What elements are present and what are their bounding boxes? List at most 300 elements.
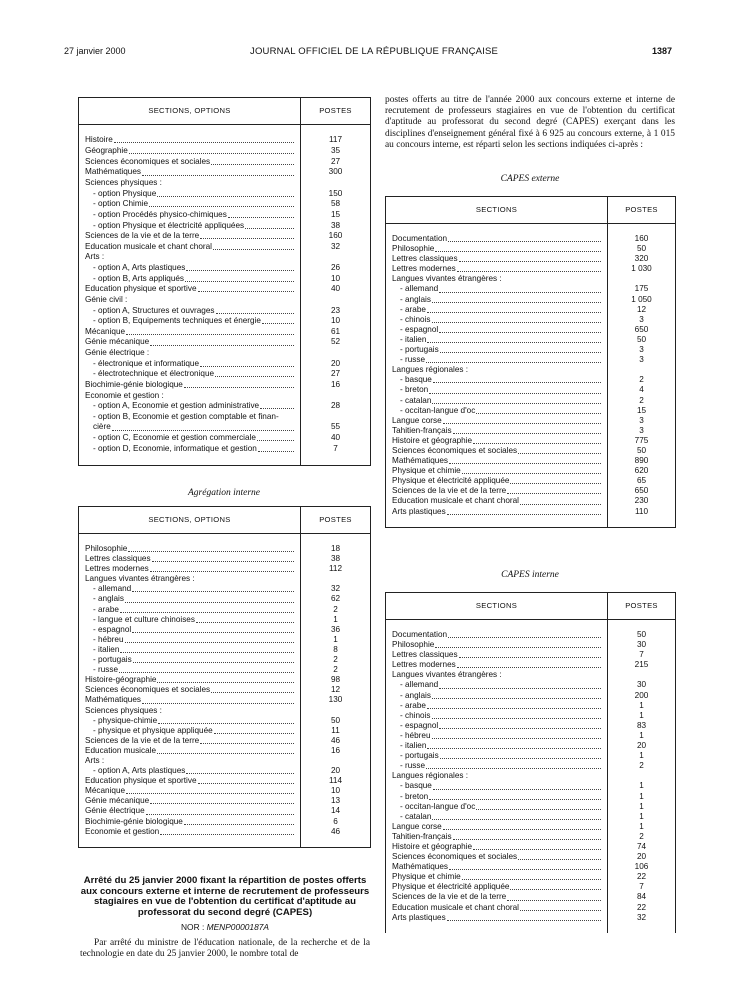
section-cell <box>386 721 608 731</box>
leader-dots <box>447 514 601 515</box>
postes-cell <box>301 391 371 402</box>
section-label: Economie et gestion <box>85 826 160 836</box>
section-cell <box>386 731 608 741</box>
postes-cell: 55 <box>301 422 371 433</box>
section-label: Sciences de la vie et de la terre <box>85 735 200 745</box>
section-label: Langues régionales : <box>392 365 469 375</box>
postes-cell: 27 <box>301 157 371 168</box>
section-label: - breton <box>400 385 429 395</box>
postes-cell: 46 <box>301 736 371 746</box>
postes-cell: 650 <box>608 325 676 335</box>
section-label: Génie civil : <box>85 294 128 304</box>
capes-interne-table <box>385 592 676 933</box>
table-row <box>79 796 371 806</box>
section-label: Mathématiques <box>392 456 448 466</box>
leader-dots <box>459 261 601 262</box>
section-cell <box>386 486 608 496</box>
section-cell <box>386 355 608 365</box>
section-cell <box>386 872 608 882</box>
section-label: - option Chimie <box>93 199 149 209</box>
section-label: - espagnol <box>400 324 439 334</box>
section-label: Tahitien-français <box>392 831 452 841</box>
section-label: Documentation <box>392 630 448 639</box>
section-cell <box>79 655 301 665</box>
table-row <box>386 385 676 395</box>
table-row <box>386 274 676 284</box>
section-cell <box>79 695 301 705</box>
table-row <box>386 892 676 902</box>
postes-cell: 6 <box>301 817 371 827</box>
section-label: Sciences économiques et sociales <box>392 445 518 455</box>
table-row <box>386 284 676 294</box>
postes-cell: 106 <box>608 862 676 872</box>
section-label: Education musicale et chant choral <box>392 902 519 912</box>
leader-dots <box>262 323 294 324</box>
table-row <box>386 224 676 245</box>
table-row <box>386 903 676 913</box>
section-label: - anglais <box>400 294 431 304</box>
table-row <box>386 913 676 933</box>
section-label: Mécanique <box>85 786 126 796</box>
table-row <box>79 695 371 705</box>
table-row <box>79 348 371 359</box>
postes-cell: 1 <box>608 751 676 761</box>
table-row <box>79 625 371 635</box>
postes-cell: 320 <box>608 254 676 264</box>
section-cell <box>386 274 608 284</box>
section-label: - catalan <box>400 395 432 405</box>
section-cell <box>79 391 301 402</box>
section-cell <box>79 584 301 594</box>
postes-cell: 26 <box>301 263 371 274</box>
section-cell <box>386 862 608 872</box>
table-row <box>79 412 371 423</box>
table-row <box>386 842 676 852</box>
section-cell <box>386 792 608 802</box>
section-cell <box>386 852 608 862</box>
postes-cell: 74 <box>608 842 676 852</box>
postes-cell: 28 <box>301 401 371 412</box>
leader-dots <box>476 809 601 810</box>
table-row <box>386 365 676 375</box>
postes-cell: 1 <box>608 812 676 822</box>
table-row <box>79 655 371 665</box>
postes-cell: 14 <box>301 806 371 816</box>
section-label: Histoire et géographie <box>392 841 473 851</box>
agregation-interne-table <box>78 506 371 848</box>
leader-dots <box>520 910 601 911</box>
section-cell <box>386 761 608 771</box>
table-row <box>79 125 371 147</box>
postes-cell: 215 <box>608 660 676 670</box>
postes-cell: 3 <box>608 416 676 426</box>
leader-dots <box>518 859 601 860</box>
section-label: Génie électrique <box>85 806 145 816</box>
section-label: - hébreu <box>93 634 124 644</box>
leader-dots <box>443 829 601 830</box>
table-row <box>386 640 676 650</box>
postes-cell: 10 <box>301 786 371 796</box>
section-label: Sciences économiques et sociales <box>85 156 211 166</box>
table-row <box>79 284 371 295</box>
section-label: cière <box>93 422 111 432</box>
table-row <box>79 199 371 210</box>
table-row <box>79 210 371 221</box>
section-cell <box>79 146 301 157</box>
leader-dots <box>152 561 294 562</box>
postes-cell <box>301 178 371 189</box>
table-row <box>386 670 676 680</box>
section-cell <box>386 305 608 315</box>
section-label: Education musicale et chant choral <box>392 496 519 506</box>
leader-dots <box>150 345 294 346</box>
postes-cell: 23 <box>301 306 371 317</box>
table-row <box>386 882 676 892</box>
table-row <box>386 466 676 476</box>
leader-dots <box>258 451 294 452</box>
leader-dots <box>184 824 294 825</box>
section-label: - espagnol <box>93 624 132 634</box>
table-row <box>79 716 371 726</box>
section-label: Lettres modernes <box>392 660 456 670</box>
section-label: Biochimie-génie biologique <box>85 816 183 826</box>
table-row <box>386 852 676 862</box>
table-row <box>79 369 371 380</box>
leader-dots <box>149 206 294 207</box>
section-cell <box>79 716 301 726</box>
section-cell <box>79 796 301 806</box>
table-row <box>79 146 371 157</box>
caption-agregation-interne: Agrégation interne <box>187 488 261 498</box>
section-label: - italien <box>93 644 120 654</box>
postes-cell: 7 <box>608 650 676 660</box>
section-cell <box>79 210 301 221</box>
table-row <box>79 786 371 796</box>
table-row <box>386 691 676 701</box>
section-label: Sciences de la vie et de la terre <box>392 892 507 902</box>
table-row <box>386 264 676 274</box>
postes-cell: 62 <box>301 594 371 604</box>
postes-cell: 2 <box>608 396 676 406</box>
section-cell <box>386 812 608 822</box>
table-row <box>386 295 676 305</box>
leader-dots <box>126 793 294 794</box>
section-cell <box>386 691 608 701</box>
section-cell <box>79 295 301 306</box>
postes-cell: 35 <box>301 146 371 157</box>
postes-cell: 50 <box>608 620 676 641</box>
section-label: Langues vivantes étrangères : <box>392 274 502 284</box>
section-cell <box>79 444 301 466</box>
table-row <box>386 335 676 345</box>
table-row <box>386 792 676 802</box>
table-row <box>386 305 676 315</box>
leader-dots <box>449 463 601 464</box>
caption-capes-interne: CAPES interne <box>501 570 559 580</box>
section-label: - basque <box>400 375 432 385</box>
postes-cell <box>301 574 371 584</box>
table-row <box>79 306 371 317</box>
section-label: - portugais <box>93 655 132 665</box>
postes-cell <box>301 252 371 263</box>
section-cell <box>79 412 301 423</box>
leader-dots <box>427 342 601 343</box>
leader-dots <box>158 723 294 724</box>
section-cell <box>386 701 608 711</box>
section-label: Langues vivantes étrangères : <box>85 574 195 584</box>
table-row <box>79 756 371 766</box>
section-label: - option A, Structures et ouvrages <box>93 305 215 315</box>
section-label: - anglais <box>400 690 431 700</box>
leader-dots <box>432 698 601 699</box>
postes-cell: 15 <box>301 210 371 221</box>
leader-dots <box>510 483 601 484</box>
table-row <box>386 486 676 496</box>
section-label: - option Physique et électricité appliquées <box>93 220 245 230</box>
table-row <box>79 806 371 816</box>
section-label: - italien <box>400 334 427 344</box>
section-cell <box>79 564 301 574</box>
section-label: - option C, Economie et gestion commerciale <box>93 433 256 443</box>
table-row <box>79 766 371 776</box>
leader-dots <box>215 376 294 377</box>
table-row <box>386 456 676 466</box>
table-row <box>386 507 676 528</box>
leader-dots <box>453 839 601 840</box>
postes-cell: 40 <box>301 284 371 295</box>
leader-dots <box>228 217 294 218</box>
section-label: Economie et gestion : <box>85 390 164 400</box>
section-label: - arabe <box>400 700 426 710</box>
leader-dots <box>457 271 601 272</box>
table-row <box>79 746 371 756</box>
section-cell <box>79 178 301 189</box>
postes-cell: 1 <box>608 731 676 741</box>
table-row <box>386 426 676 436</box>
section-cell <box>79 167 301 178</box>
section-cell <box>79 817 301 827</box>
section-cell <box>79 252 301 263</box>
leader-dots <box>432 302 601 303</box>
leader-dots <box>432 738 602 739</box>
table-row <box>386 872 676 882</box>
postes-cell: 30 <box>608 680 676 690</box>
table-row <box>386 476 676 486</box>
table-row <box>386 721 676 731</box>
section-cell <box>386 680 608 690</box>
postes-cell: 32 <box>301 584 371 594</box>
section-label: Physique et électricité appliquée <box>392 476 510 486</box>
postes-cell: 2 <box>608 375 676 385</box>
postes-cell: 50 <box>608 335 676 345</box>
postes-cell: 7 <box>301 444 371 466</box>
postes-cell: 83 <box>608 721 676 731</box>
column-header-sections: SECTIONS <box>386 197 608 224</box>
table-row <box>386 660 676 670</box>
section-label: - option B, Equipements techniques et énergie <box>93 316 261 326</box>
section-cell <box>386 426 608 436</box>
leader-dots <box>507 900 601 901</box>
section-cell <box>386 496 608 506</box>
leader-dots <box>245 228 294 229</box>
section-label: Histoire-géographie <box>85 675 157 685</box>
section-label: - occitan-langue d'oc <box>400 405 476 415</box>
table-row <box>386 711 676 721</box>
leader-dots <box>473 443 601 444</box>
leader-dots <box>429 393 601 394</box>
table-row <box>386 812 676 822</box>
leader-dots <box>142 175 294 176</box>
postes-cell: 1 030 <box>608 264 676 274</box>
postes-cell: 1 <box>608 792 676 802</box>
postes-cell: 3 <box>608 355 676 365</box>
leader-dots <box>440 352 601 353</box>
postes-cell: 3 <box>608 426 676 436</box>
section-label: - russe <box>400 355 426 365</box>
column-header-sections: SECTIONS <box>386 593 608 620</box>
section-cell <box>79 263 301 274</box>
table-row <box>386 375 676 385</box>
section-label: - hébreu <box>400 730 431 740</box>
leader-dots <box>120 612 294 613</box>
postes-cell: 110 <box>608 507 676 528</box>
section-cell <box>386 224 608 245</box>
leader-dots <box>185 281 294 282</box>
section-label: - occitan-langue d'oc <box>400 801 476 811</box>
postes-cell: 117 <box>301 125 371 147</box>
section-label: Mécanique <box>85 326 126 336</box>
table-row <box>79 337 371 348</box>
postes-cell: 32 <box>608 913 676 933</box>
leader-dots <box>186 773 294 774</box>
nor-reference <box>80 922 370 932</box>
section-cell <box>79 645 301 655</box>
postes-cell: 20 <box>301 359 371 370</box>
section-cell <box>386 882 608 892</box>
section-label: Physique et chimie <box>392 872 461 882</box>
section-cell <box>386 345 608 355</box>
table-row <box>79 605 371 615</box>
postes-cell: 130 <box>301 695 371 705</box>
postes-cell: 1 <box>608 711 676 721</box>
postes-cell: 50 <box>301 716 371 726</box>
leader-dots <box>510 889 601 890</box>
section-label: Génie mécanique <box>85 337 150 347</box>
postes-cell: 27 <box>301 369 371 380</box>
section-cell <box>79 327 301 338</box>
leader-dots <box>429 799 601 800</box>
section-cell <box>386 446 608 456</box>
section-label: Mathématiques <box>85 695 141 705</box>
section-label: Génie électrique : <box>85 348 150 358</box>
section-cell <box>386 741 608 751</box>
postes-cell: 3 <box>608 345 676 355</box>
table-row <box>386 822 676 832</box>
table-row <box>79 157 371 168</box>
postes-cell: 12 <box>301 685 371 695</box>
table-row <box>386 396 676 406</box>
section-cell <box>386 295 608 305</box>
table-row <box>79 167 371 178</box>
section-cell <box>386 903 608 913</box>
postes-cell: 2 <box>608 832 676 842</box>
leader-dots <box>439 292 601 293</box>
table-row <box>386 680 676 690</box>
leader-dots <box>440 758 601 759</box>
section-cell <box>386 751 608 761</box>
section-label: - option Procédés physico-chimiques <box>93 209 227 219</box>
section-cell <box>79 433 301 444</box>
table-row <box>386 345 676 355</box>
leader-dots <box>462 473 601 474</box>
table-row <box>79 444 371 466</box>
postes-cell: 50 <box>608 446 676 456</box>
section-cell <box>386 385 608 395</box>
leader-dots <box>260 408 294 409</box>
postes-cell: 40 <box>301 433 371 444</box>
section-cell <box>79 125 301 147</box>
section-cell <box>79 401 301 412</box>
table-row <box>79 433 371 444</box>
section-label: - option Physique <box>93 188 157 198</box>
table-row <box>386 701 676 711</box>
leader-dots <box>432 819 601 820</box>
table-row <box>79 295 371 306</box>
postes-cell: 2 <box>301 665 371 675</box>
section-cell <box>386 640 608 650</box>
postes-cell: 1 <box>301 635 371 645</box>
leader-dots <box>432 718 602 719</box>
table-row <box>79 564 371 574</box>
table-row <box>386 355 676 365</box>
leader-dots <box>157 682 294 683</box>
leader-dots <box>448 637 601 638</box>
leader-dots <box>126 334 294 335</box>
postes-cell: 4 <box>608 385 676 395</box>
postes-cell: 650 <box>608 486 676 496</box>
postes-cell: 7 <box>608 882 676 892</box>
table-row <box>79 726 371 736</box>
journal-title: JOURNAL OFFICIEL DE LA RÉPUBLIQUE FRANÇAISE <box>250 46 499 57</box>
postes-cell: 890 <box>608 456 676 466</box>
table-row <box>386 751 676 761</box>
section-cell <box>386 650 608 660</box>
table-row <box>79 736 371 746</box>
section-cell <box>79 574 301 584</box>
leader-dots <box>150 571 294 572</box>
leader-dots <box>432 322 602 323</box>
leader-dots <box>453 433 601 434</box>
leader-dots <box>186 270 294 271</box>
postes-cell: 112 <box>301 564 371 574</box>
section-label: Sciences économiques et sociales <box>392 852 518 862</box>
postes-cell: 50 <box>608 244 676 254</box>
column-header-sections: SECTIONS, OPTIONS <box>79 507 301 534</box>
section-cell <box>386 913 608 933</box>
section-label: - italien <box>400 741 427 751</box>
postes-cell: 175 <box>608 284 676 294</box>
leader-dots <box>426 768 601 769</box>
table-row <box>79 316 371 327</box>
leader-dots <box>128 551 294 552</box>
postes-cell: 1 <box>301 615 371 625</box>
section-label: Histoire et géographie <box>392 435 473 445</box>
section-label: Philosophie <box>392 640 435 650</box>
table-row <box>79 584 371 594</box>
nor-label: NOR : <box>181 922 205 932</box>
section-label: Géographie <box>85 146 128 156</box>
section-cell <box>79 189 301 200</box>
